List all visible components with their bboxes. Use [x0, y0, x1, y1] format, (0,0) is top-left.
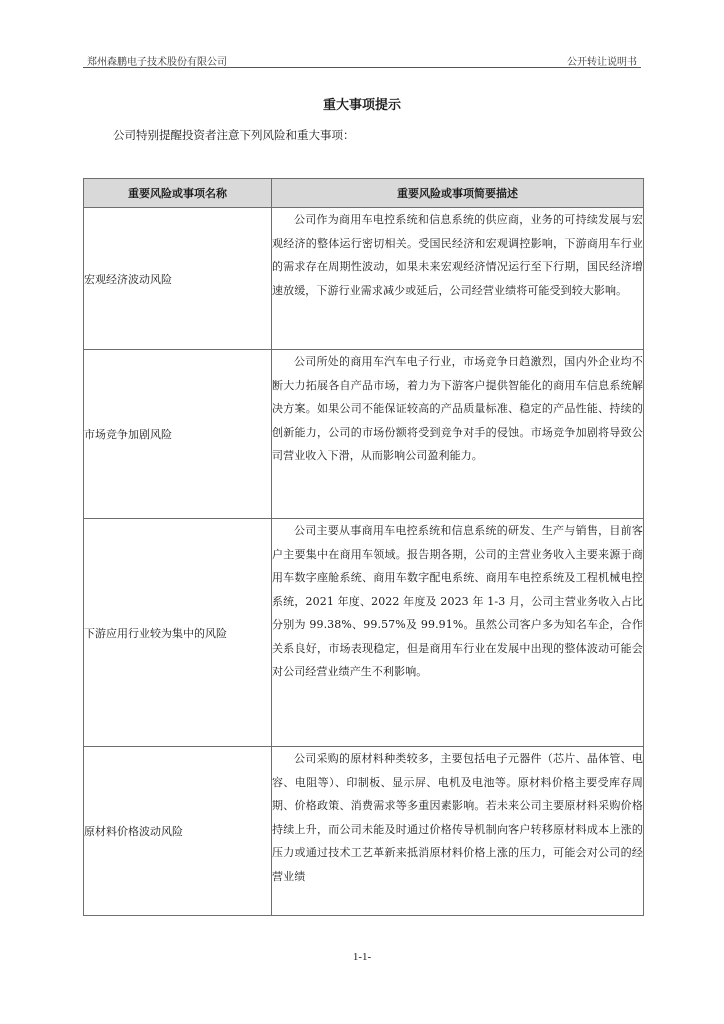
page-number: 1-1-	[352, 951, 372, 963]
header-company-name: 郑州森鹏电子技术股份有限公司	[87, 57, 227, 68]
table-row	[84, 350, 644, 519]
table-row	[84, 747, 644, 916]
risk-name: 下游应用行业较为集中的风险	[84, 519, 272, 747]
column-header-name: 重要风险或事项名称	[84, 179, 272, 208]
risk-name: 宏观经济波动风险	[84, 208, 272, 350]
risk-table	[83, 178, 644, 916]
table-header-row	[84, 179, 644, 208]
risk-description-text: 公司作为商用车电控系统和信息系统的供应商，业务的可持续发展与宏观经济的整体运行密切相关。受国民经济和宏观调控影响，下游商用车行业的需求存在周期性波动，如果未来宏观经济情况运行至下行期，国民经济增速放缓，下游行业需求减少或延后，公司经营业绩将可能受到较大影响。	[272, 213, 643, 297]
risk-description	[272, 208, 644, 350]
risk-description	[272, 519, 644, 747]
page-header	[83, 53, 641, 67]
risk-name: 市场竞争加剧风险	[84, 350, 272, 519]
risk-description	[272, 350, 644, 519]
risk-description-text: 公司采购的原材料种类较多，主要包括电子元器件（芯片、晶体管、电容、电阻等）、印制板、显示屏、电机及电池等。原材料价格主要受库存周期、价格政策、消费需求等多重因素影响。若未来公司主要原材料采购价格持续上升，而公司未能及时通过价格传导机制向客户转移原材料成本上涨的压力或通过技术工艺革新来抵消原材料价格上涨的压力，可能会对公司的经营业绩	[272, 752, 643, 883]
intro-text: 公司特别提醒投资者注意下列风险和重大事项：	[113, 128, 355, 142]
risk-description-text: 公司所处的商用车汽车电子行业，市场竞争日趋激烈，国内外企业均不断大力拓展各自产品市场，着力为下游客户提供智能化的商用车信息系统解决方案。如果公司不能保证较高的产品质量标准、稳定的产品性能、持续的创新能力，公司的市场份额将受到竞争对手的侵蚀。市场竞争加剧将导致公司营业收入下滑，从而影响公司盈利能力。	[272, 355, 643, 462]
risk-name: 原材料价格波动风险	[84, 747, 272, 916]
table-row	[84, 519, 644, 747]
risk-description-text: 公司主要从事商用车电控系统和信息系统的研发、生产与销售，目前客户主要集中在商用车领域。报告期各期，公司的主营业务收入主要来源于商用车数字座舱系统、商用车数字配电系统、商用车电控系统及工程机械电控系统，2021 年度、2022 年度及 2023 年 1-3 月，公司主营业务收入占比分别为 99.38%、99.57%及 99.91%。虽然公司客户多为知名车企，合作关系良好，市场表现稳定，但是商用车行业在发展中出现的整体波动可能会对公司经营业绩产生不利影响。	[272, 524, 643, 678]
header-divider	[83, 67, 641, 68]
page-title: 重大事项提示	[322, 98, 401, 113]
header-document-type: 公开转让说明书	[567, 57, 637, 68]
table-row	[84, 208, 644, 350]
risk-description	[272, 747, 644, 916]
column-header-description: 重要风险或事项简要描述	[272, 179, 644, 208]
